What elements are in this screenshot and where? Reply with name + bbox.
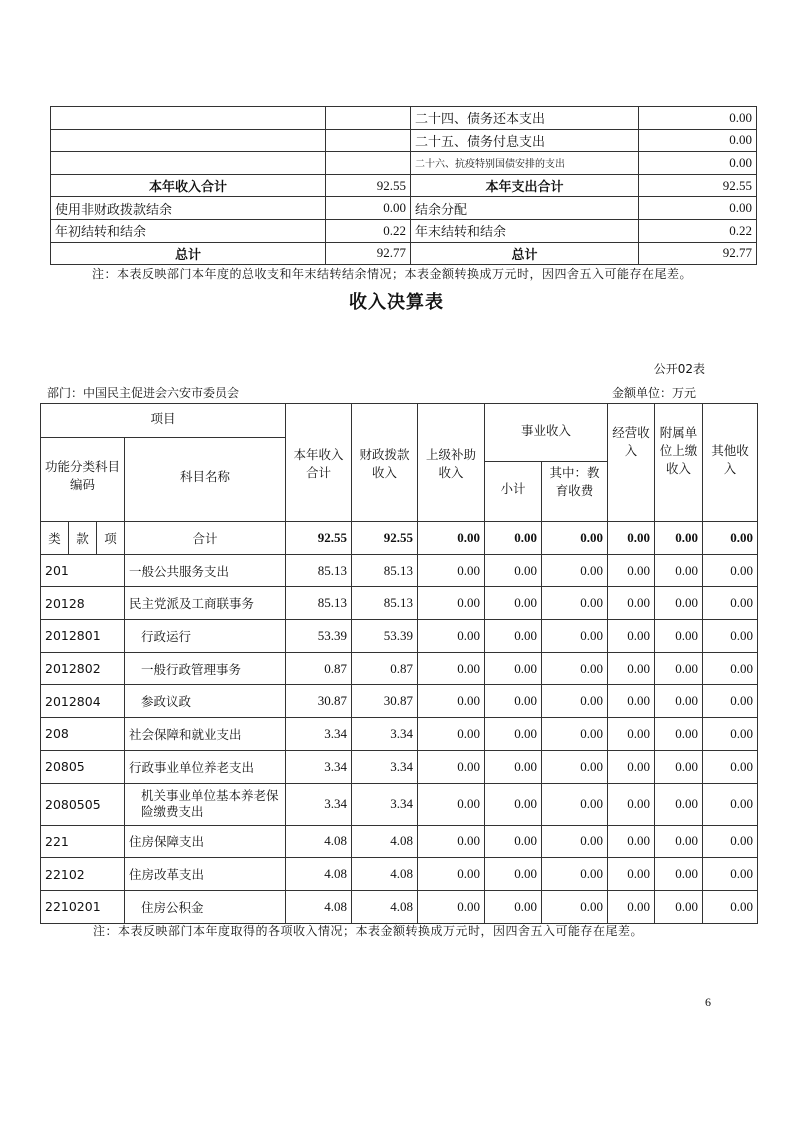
value-cell: 0.00: [608, 587, 655, 620]
department-label: 部门：中国民主促进会六安市委员会: [47, 386, 240, 400]
value-cell: 0.00: [418, 652, 485, 685]
value-cell: 0.00: [418, 858, 485, 891]
value-cell: 0.00: [485, 685, 542, 718]
value-cell: 0.00: [608, 890, 655, 923]
table-row: [41, 783, 758, 825]
summary-left-item: 使用非财政拨款结余: [51, 197, 326, 220]
value-cell: 85.13: [352, 587, 418, 620]
value-cell: 0.00: [418, 718, 485, 751]
header-business-income: 事业收入: [485, 404, 608, 462]
header-affiliated-income: 附属单位上缴收入: [655, 404, 703, 522]
value-cell: 0.00: [608, 718, 655, 751]
summary-row: [51, 129, 757, 152]
table-row: [41, 620, 758, 653]
table-row: [41, 652, 758, 685]
value-cell: 4.08: [352, 890, 418, 923]
summary-right-item: 二十四、债务还本支出: [411, 107, 639, 130]
value-cell: 0.00: [485, 652, 542, 685]
value-cell: 4.08: [286, 858, 352, 891]
header-total-income: 本年收入合计: [286, 404, 352, 522]
value-cell: 0.00: [703, 890, 758, 923]
total-label: 合计: [125, 522, 286, 555]
value-cell: 0.00: [655, 858, 703, 891]
subject-name-cell: 住房公积金: [125, 890, 286, 923]
income-total-value: 92.55: [326, 174, 411, 197]
value-cell: 0.00: [485, 858, 542, 891]
value-cell: 0.00: [608, 783, 655, 825]
expense-total-value: 92.55: [639, 174, 757, 197]
value-cell: 0.00: [542, 620, 608, 653]
header-item: 项目: [41, 404, 286, 438]
func-code-cell: 20128: [41, 587, 125, 620]
value-cell: 3.34: [286, 718, 352, 751]
value-cell: 3.34: [352, 718, 418, 751]
summary-left-value: 0.00: [326, 197, 411, 220]
value-cell: 85.13: [286, 554, 352, 587]
value-cell: 0.00: [542, 718, 608, 751]
summary-left-value: 0.22: [326, 219, 411, 242]
value-cell: 0.00: [542, 587, 608, 620]
income-table: [40, 403, 758, 924]
total-value: 0.00: [542, 522, 608, 555]
summary-right-value: 0.00: [639, 197, 757, 220]
value-cell: 0.00: [703, 652, 758, 685]
amount-unit-label: 金额单位：万元: [611, 386, 696, 400]
value-cell: 0.00: [655, 783, 703, 825]
value-cell: 0.00: [703, 620, 758, 653]
summary-row: [51, 197, 757, 220]
grand-total-left-label: 总计: [51, 242, 326, 265]
value-cell: 53.39: [352, 620, 418, 653]
value-cell: 0.00: [608, 620, 655, 653]
value-cell: 0.00: [703, 825, 758, 858]
func-code-cell: 208: [41, 718, 125, 751]
subject-name-cell: 住房改革支出: [125, 858, 286, 891]
func-code-cell: 2080505: [41, 783, 125, 825]
total-value: 92.55: [352, 522, 418, 555]
income-table-note: 注：本表反映部门本年度取得的各项收入情况；本表金额转换成万元时，因四舍五入可能存在尾差。: [93, 924, 644, 938]
value-cell: 0.00: [655, 652, 703, 685]
value-cell: 0.00: [655, 587, 703, 620]
page-number: 6: [705, 995, 711, 1009]
summary-left-value: [326, 152, 411, 175]
subject-name-cell: 一般行政管理事务: [125, 652, 286, 685]
value-cell: 0.00: [655, 685, 703, 718]
summary-right-item: 二十五、债务付息支出: [411, 129, 639, 152]
summary-left-item: [51, 107, 326, 130]
value-cell: 0.00: [542, 750, 608, 783]
value-cell: 0.00: [703, 858, 758, 891]
func-code-cell: 2210201: [41, 890, 125, 923]
header-subtotal: 小计: [485, 462, 542, 522]
summary-right-value: 0.00: [639, 129, 757, 152]
value-cell: 0.00: [418, 554, 485, 587]
value-cell: 0.00: [542, 783, 608, 825]
value-cell: 3.34: [286, 750, 352, 783]
header-lei: 类: [41, 522, 69, 555]
grand-total-right-label: 总计: [411, 242, 639, 265]
value-cell: 3.34: [286, 783, 352, 825]
subject-name-cell: 行政运行: [125, 620, 286, 653]
func-code-cell: 221: [41, 825, 125, 858]
summary-left-value: [326, 129, 411, 152]
table-row: [41, 587, 758, 620]
value-cell: 85.13: [352, 554, 418, 587]
total-value: 92.55: [286, 522, 352, 555]
value-cell: 0.00: [418, 825, 485, 858]
subject-name-cell: 机关事业单位基本养老保险缴费支出: [125, 783, 286, 825]
summary-right-value: 0.00: [639, 107, 757, 130]
subject-name-cell: 社会保障和就业支出: [125, 718, 286, 751]
summary-table: [50, 106, 757, 265]
subject-name-cell: 民主党派及工商联事务: [125, 587, 286, 620]
summary-left-value: [326, 107, 411, 130]
func-code-cell: 201: [41, 554, 125, 587]
table-row: [41, 554, 758, 587]
table-row: [41, 890, 758, 923]
value-cell: 0.00: [542, 825, 608, 858]
value-cell: 0.00: [608, 652, 655, 685]
value-cell: 4.08: [352, 825, 418, 858]
value-cell: 0.00: [542, 652, 608, 685]
summary-right-value: 0.00: [639, 152, 757, 175]
value-cell: 0.00: [703, 750, 758, 783]
func-code-cell: 22102: [41, 858, 125, 891]
summary-grand-total-row: [51, 242, 757, 265]
value-cell: 3.34: [352, 783, 418, 825]
summary-row: [51, 219, 757, 242]
value-cell: 0.00: [703, 587, 758, 620]
summary-note: 注：本表反映部门本年度的总收支和年末结转结余情况；本表金额转换成万元时，因四舍五入可能存在尾差。: [92, 267, 693, 281]
subject-name-cell: 行政事业单位养老支出: [125, 750, 286, 783]
total-value: 0.00: [608, 522, 655, 555]
value-cell: 0.00: [418, 685, 485, 718]
table-row: [41, 858, 758, 891]
value-cell: 0.00: [485, 783, 542, 825]
value-cell: 0.00: [608, 825, 655, 858]
summary-right-item: 结余分配: [411, 197, 639, 220]
value-cell: 0.00: [655, 718, 703, 751]
header-kuan: 款: [69, 522, 97, 555]
value-cell: 0.00: [703, 783, 758, 825]
total-value: 0.00: [485, 522, 542, 555]
header-edu-fee: 其中：教育收费: [542, 462, 608, 522]
header-subject-name: 科目名称: [125, 438, 286, 522]
header-fiscal-income: 财政拨款收入: [352, 404, 418, 522]
value-cell: 0.87: [352, 652, 418, 685]
table-row: [41, 718, 758, 751]
value-cell: 4.08: [352, 858, 418, 891]
value-cell: 0.00: [418, 890, 485, 923]
summary-right-item: 二十六、抗疫特别国债安排的支出: [411, 152, 639, 175]
table-row: [41, 685, 758, 718]
value-cell: 0.00: [608, 750, 655, 783]
table-total-row: [41, 522, 758, 555]
total-value: 0.00: [418, 522, 485, 555]
form-number: 公开02表: [653, 362, 705, 376]
value-cell: 0.87: [286, 652, 352, 685]
grand-total-left-value: 92.77: [326, 242, 411, 265]
header-xiang: 项: [97, 522, 125, 555]
subject-name-cell: 住房保障支出: [125, 825, 286, 858]
summary-total-row: [51, 174, 757, 197]
value-cell: 0.00: [655, 750, 703, 783]
value-cell: 0.00: [542, 554, 608, 587]
value-cell: 0.00: [485, 587, 542, 620]
total-value: 0.00: [655, 522, 703, 555]
value-cell: 0.00: [655, 554, 703, 587]
value-cell: 0.00: [418, 750, 485, 783]
value-cell: 30.87: [352, 685, 418, 718]
value-cell: 0.00: [418, 620, 485, 653]
value-cell: 0.00: [703, 554, 758, 587]
header-superior-subsidy: 上级补助收入: [418, 404, 485, 522]
value-cell: 0.00: [655, 890, 703, 923]
value-cell: 0.00: [703, 718, 758, 751]
value-cell: 0.00: [418, 587, 485, 620]
header-func-code: 功能分类科目编码: [41, 438, 125, 522]
func-code-cell: 2012802: [41, 652, 125, 685]
value-cell: 0.00: [608, 858, 655, 891]
value-cell: 0.00: [655, 620, 703, 653]
func-code-cell: 2012804: [41, 685, 125, 718]
summary-left-item: 年初结转和结余: [51, 219, 326, 242]
value-cell: 3.34: [352, 750, 418, 783]
header-operating-income: 经营收入: [608, 404, 655, 522]
summary-row: [51, 152, 757, 175]
summary-left-item: [51, 152, 326, 175]
value-cell: 0.00: [608, 685, 655, 718]
expense-total-label: 本年支出合计: [411, 174, 639, 197]
value-cell: 4.08: [286, 890, 352, 923]
value-cell: 0.00: [485, 825, 542, 858]
func-code-cell: 2012801: [41, 620, 125, 653]
header-other-income: 其他收入: [703, 404, 758, 522]
summary-left-item: [51, 129, 326, 152]
value-cell: 0.00: [655, 825, 703, 858]
subject-name-cell: 参政议政: [125, 685, 286, 718]
value-cell: 0.00: [485, 750, 542, 783]
value-cell: 0.00: [542, 685, 608, 718]
summary-right-item: 年末结转和结余: [411, 219, 639, 242]
page-title: 收入决算表: [349, 292, 444, 313]
table-row: [41, 750, 758, 783]
value-cell: 0.00: [418, 783, 485, 825]
value-cell: 0.00: [703, 685, 758, 718]
value-cell: 53.39: [286, 620, 352, 653]
value-cell: 0.00: [542, 890, 608, 923]
grand-total-right-value: 92.77: [639, 242, 757, 265]
value-cell: 0.00: [485, 620, 542, 653]
income-total-label: 本年收入合计: [51, 174, 326, 197]
total-value: 0.00: [703, 522, 758, 555]
value-cell: 0.00: [485, 554, 542, 587]
summary-row: [51, 107, 757, 130]
func-code-cell: 20805: [41, 750, 125, 783]
summary-right-value: 0.22: [639, 219, 757, 242]
subject-name-cell: 一般公共服务支出: [125, 554, 286, 587]
value-cell: 0.00: [608, 554, 655, 587]
value-cell: 85.13: [286, 587, 352, 620]
value-cell: 0.00: [542, 858, 608, 891]
value-cell: 0.00: [485, 718, 542, 751]
value-cell: 30.87: [286, 685, 352, 718]
value-cell: 0.00: [485, 890, 542, 923]
table-row: [41, 825, 758, 858]
value-cell: 4.08: [286, 825, 352, 858]
